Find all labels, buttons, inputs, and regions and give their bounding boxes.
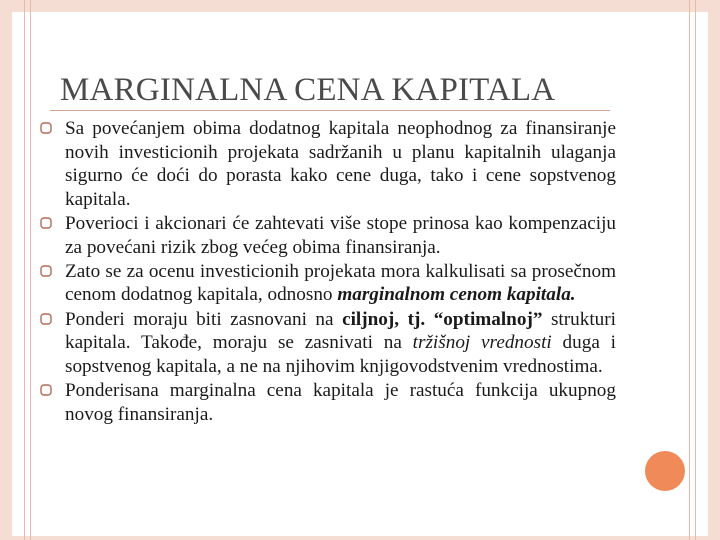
frame-line-right-inner: [689, 0, 690, 540]
bullet-icon: [40, 217, 52, 229]
bullet-italic: tržišnoj vrednosti: [412, 332, 552, 354]
frame-right-border: [708, 0, 720, 540]
frame-line-left-outer: [24, 0, 25, 540]
bullet-item-1: [40, 117, 616, 211]
bullet-text: strukturi kapitala. Takođe, moraju se zasnivati na: [65, 308, 616, 354]
bullet-item-3: [40, 260, 616, 307]
bullet-icon: [40, 384, 52, 396]
slide-title: MARGINALNA CENA KAPITALA: [60, 72, 556, 108]
bullet-item-4: [40, 308, 616, 379]
bullet-text: Ponderisana marginalna cena kapitala je rastuća funkcija ukupnog novog finansiranja.: [65, 379, 616, 425]
bullet-text: Poverioci i akcionari će zahtevati više stope prinosa kao kompenzaciju za povećani rizik zbog većeg obima finansiranja.: [65, 212, 616, 258]
bullet-icon: [40, 122, 52, 134]
frame-left-border: [0, 0, 12, 540]
bullet-item-5: [40, 379, 616, 426]
bullet-text: Ponderi moraju biti zasnovani na: [65, 308, 343, 330]
bullet-icon: [40, 313, 52, 325]
bullet-emphasis: marginalnom cenom kapitala.: [337, 284, 576, 306]
title-underline: [50, 110, 610, 111]
bullet-text: Zato se za ocenu investicionih projekata mora kalkulisati sa prosečnom cenom dodatnog kapitala, odnosno: [65, 260, 616, 306]
bullet-text: Sa povećanjem obima dodatnog kapitala neophodnog za finansiranje novih investicionih projekata sadržanih u planu kapitalnih ulaganja sigurno će doći do porasta kako cene duga, tako i cene sopstvenog kapitala.: [65, 118, 616, 210]
bullet-bold: ciljnoj, tj. “optimalnoj”: [342, 308, 543, 330]
bullet-list: [40, 117, 616, 427]
bullet-text: duga i sopstvenog kapitala, a ne na njihovim knjigovodstvenim vrednostima.: [65, 332, 616, 377]
bullet-item-2: [40, 212, 616, 259]
frame-bottom-border: [0, 536, 720, 540]
decorative-circle: [645, 451, 685, 491]
bullet-icon: [40, 265, 52, 277]
frame-line-right-outer: [695, 0, 696, 540]
frame-line-left-inner: [30, 0, 31, 540]
frame-top-border: [0, 0, 720, 12]
